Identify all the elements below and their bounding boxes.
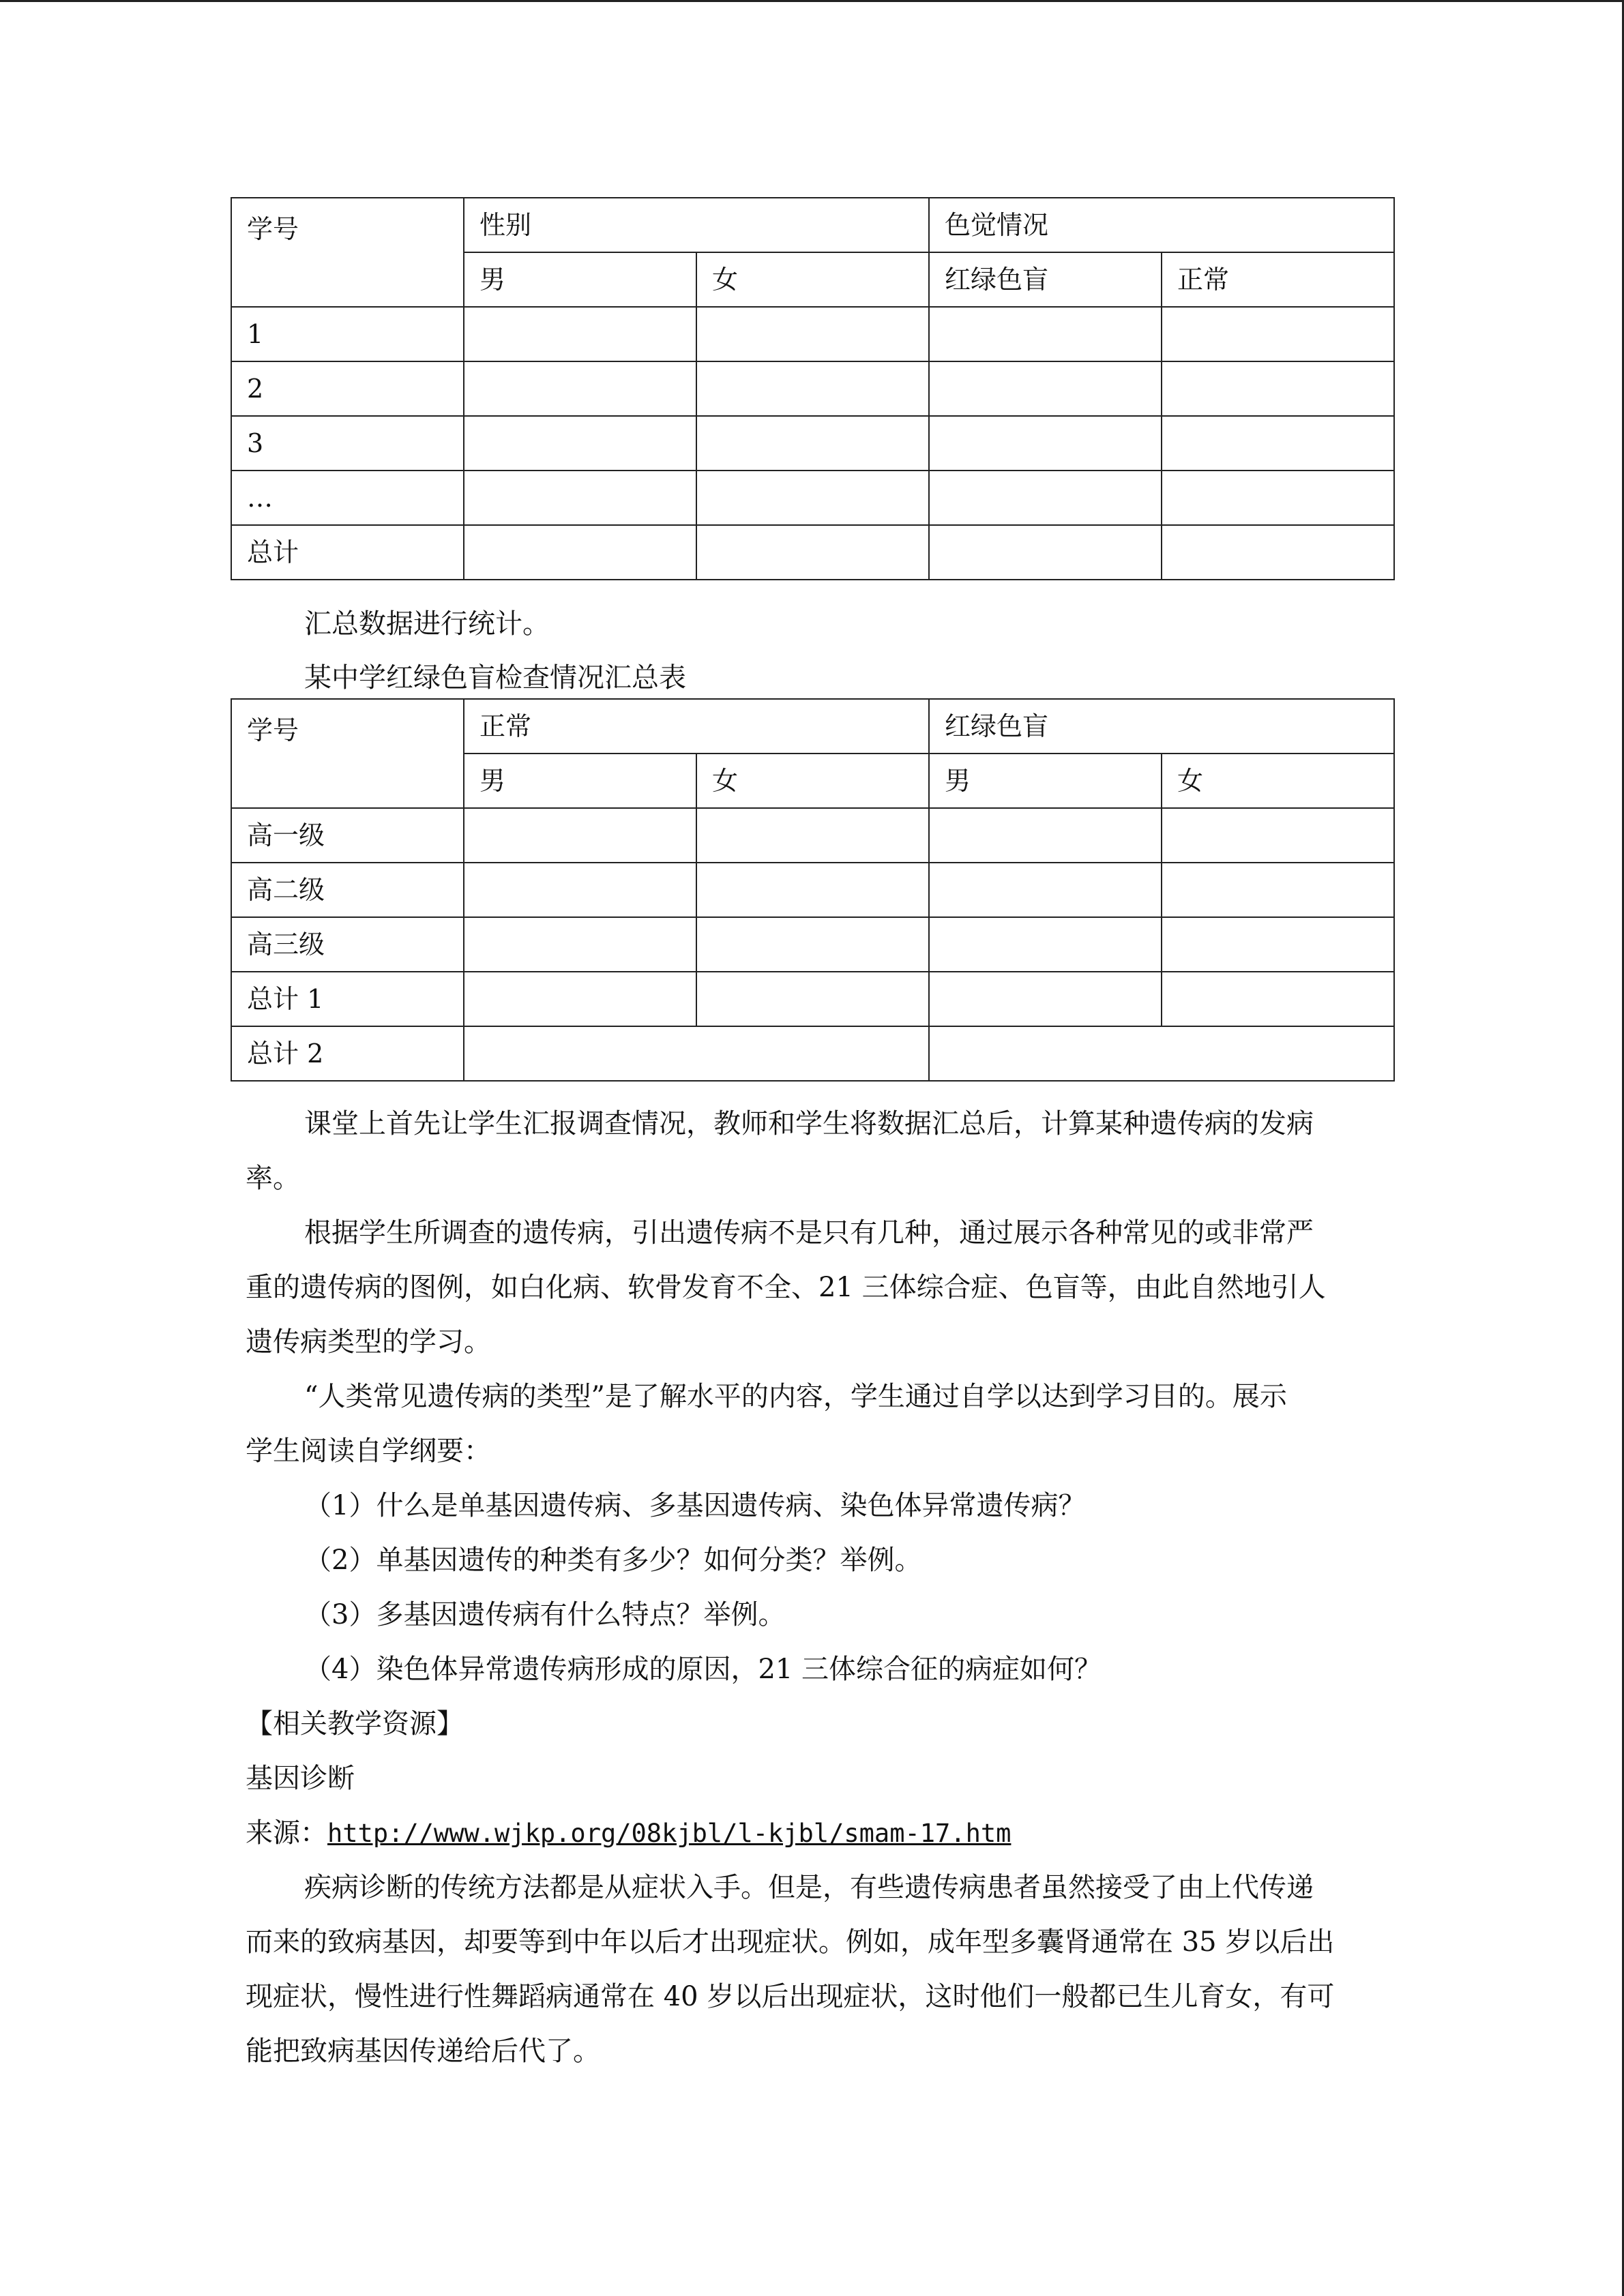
- cell: [464, 863, 696, 917]
- header-male: 男: [464, 252, 696, 307]
- paragraph-line: 遗传病类型的学习。: [246, 1326, 491, 1358]
- table-row: [231, 917, 1394, 972]
- table-row: [231, 416, 1394, 471]
- header-female: 女: [1162, 754, 1394, 808]
- source-label: 来源：: [246, 1817, 327, 1849]
- cell: [696, 863, 929, 917]
- page-top-border: [0, 0, 1624, 2]
- cell: [1162, 416, 1394, 471]
- cell: [696, 307, 929, 361]
- cell: [696, 471, 929, 525]
- cell: [929, 972, 1162, 1026]
- summary-table: [231, 698, 1395, 1082]
- table2-caption: 某中学红绿色盲检查情况汇总表: [304, 662, 686, 694]
- question-item: （1）什么是单基因遗传病、多基因遗传病、染色体异常遗传病？: [304, 1490, 1086, 1521]
- cell: [464, 917, 696, 972]
- header-normal: 正常: [464, 699, 929, 754]
- cell: [464, 808, 696, 863]
- row-label: 2: [231, 361, 464, 416]
- cell: [696, 416, 929, 471]
- row-label: 总计: [231, 525, 464, 580]
- cell: [464, 471, 696, 525]
- row-label: 高一级: [231, 808, 464, 863]
- cell: [929, 525, 1162, 580]
- cell: [1162, 361, 1394, 416]
- table-row: [231, 1026, 1394, 1081]
- header-colorblind: 红绿色盲: [929, 699, 1394, 754]
- paragraph-line: 根据学生所调查的遗传病，引出遗传病不是只有几种，通过展示各种常见的或非常严: [304, 1217, 1314, 1249]
- table-row: [231, 361, 1394, 416]
- cell: [929, 416, 1162, 471]
- cell: [1162, 972, 1394, 1026]
- cell: [696, 361, 929, 416]
- row-label: 总计 2: [231, 1026, 464, 1081]
- resources-heading: 【相关教学资源】: [246, 1708, 464, 1740]
- paragraph-line: 率。: [246, 1163, 300, 1194]
- cell: [929, 863, 1162, 917]
- header-female: 女: [696, 754, 929, 808]
- cell: [929, 917, 1162, 972]
- source-link[interactable]: http://www.wjkp.org/08kjbl/l-kjbl/smam-17.htm: [327, 1819, 1012, 1848]
- header-female: 女: [696, 252, 929, 307]
- cell: [464, 525, 696, 580]
- cell: [1162, 307, 1394, 361]
- paragraph-line: 而来的致病基因，却要等到中年以后才出现症状。例如，成年型多囊肾通常在 35 岁以后出: [246, 1926, 1335, 1958]
- table-row: [231, 525, 1394, 580]
- cell: [929, 361, 1162, 416]
- cell: [1162, 917, 1394, 972]
- cell: [696, 917, 929, 972]
- table-row: [231, 863, 1394, 917]
- cell: [1162, 471, 1394, 525]
- paragraph-line: 现症状，慢性进行性舞蹈病通常在 40 岁以后出现症状，这时他们一般都已生儿育女，有可: [246, 1981, 1335, 2012]
- header-student-id: 学号: [231, 198, 464, 307]
- cell: [1162, 525, 1394, 580]
- row-label: 3: [231, 416, 464, 471]
- paragraph-line: 学生阅读自学纲要：: [246, 1435, 491, 1467]
- cell: [1162, 863, 1394, 917]
- section-title: 基因诊断: [246, 1763, 355, 1794]
- question-item: （3）多基因遗传病有什么特点？举例。: [304, 1599, 786, 1630]
- summary-text: 汇总数据进行统计。: [304, 608, 550, 640]
- paragraph-line: 能把致病基因传递给后代了。: [246, 2036, 600, 2067]
- table-row: [231, 471, 1394, 525]
- cell: [464, 1026, 929, 1081]
- cell: [696, 972, 929, 1026]
- cell: [464, 307, 696, 361]
- cell: [929, 808, 1162, 863]
- cell: [1162, 808, 1394, 863]
- cell: [929, 1026, 1394, 1081]
- row-label: 高三级: [231, 917, 464, 972]
- header-male: 男: [929, 754, 1162, 808]
- row-label: 总计 1: [231, 972, 464, 1026]
- header-color-vision: 色觉情况: [929, 198, 1394, 252]
- row-label: 高二级: [231, 863, 464, 917]
- table-row: [231, 808, 1394, 863]
- paragraph-line: 重的遗传病的图例，如白化病、软骨发育不全、21 三体综合症、色盲等，由此自然地引人: [246, 1272, 1326, 1303]
- source-line: [246, 1806, 1391, 1861]
- cell: [929, 307, 1162, 361]
- cell: [464, 972, 696, 1026]
- header-gender: 性别: [464, 198, 929, 252]
- cell: [696, 525, 929, 580]
- table-row: [231, 972, 1394, 1026]
- header-male: 男: [464, 754, 696, 808]
- table-row: [231, 307, 1394, 361]
- question-item: （4）染色体异常遗传病形成的原因，21 三体综合征的病症如何？: [304, 1654, 1102, 1685]
- header-colorblind: 红绿色盲: [929, 252, 1162, 307]
- cell: [696, 808, 929, 863]
- paragraph-line: “人类常见遗传病的类型”是了解水平的内容，学生通过自学以达到学习目的。展示: [304, 1381, 1287, 1412]
- survey-table: [231, 197, 1395, 580]
- cell: [464, 361, 696, 416]
- row-label: …: [231, 471, 464, 525]
- row-label: 1: [231, 307, 464, 361]
- header-student-id: 学号: [231, 699, 464, 808]
- paragraph-line: 疾病诊断的传统方法都是从症状入手。但是，有些遗传病患者虽然接受了由上代传递: [304, 1872, 1314, 1903]
- header-normal: 正常: [1162, 252, 1394, 307]
- cell: [929, 471, 1162, 525]
- paragraph-line: 课堂上首先让学生汇报调查情况，教师和学生将数据汇总后，计算某种遗传病的发病: [304, 1108, 1314, 1139]
- cell: [464, 416, 696, 471]
- question-item: （2）单基因遗传的种类有多少？如何分类？举例。: [304, 1545, 922, 1576]
